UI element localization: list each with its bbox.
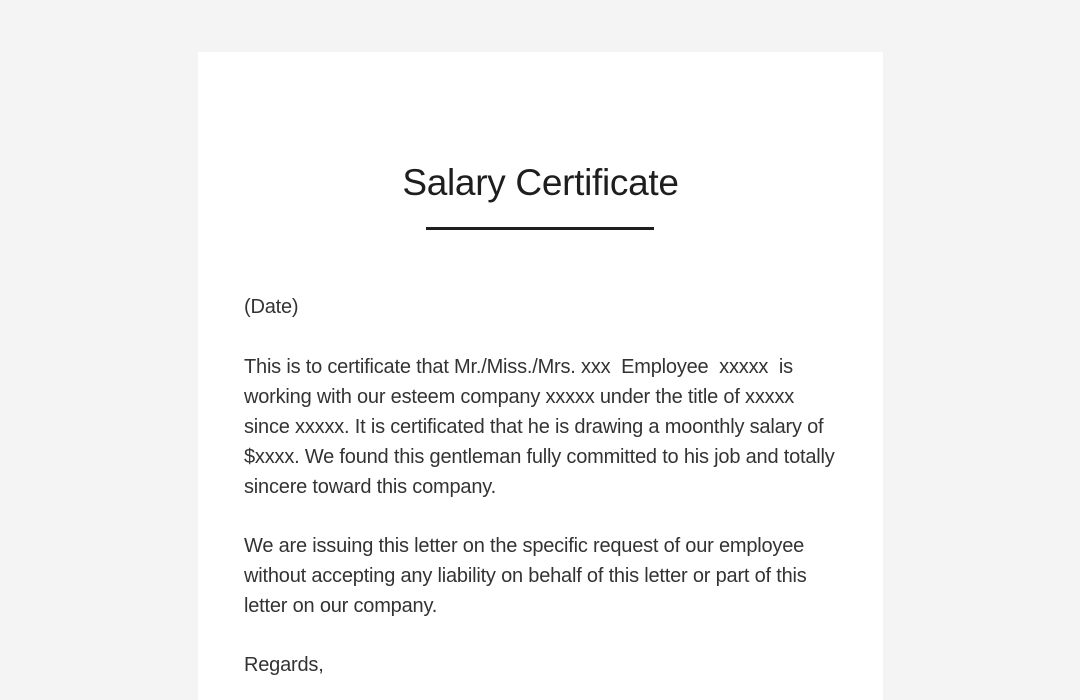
title-underline: [426, 227, 654, 230]
liability-paragraph: We are issuing this letter on the specific request of our employee without accepting any liability on behalf of this letter or part of this letter on our company.: [244, 535, 807, 617]
date-placeholder: (Date): [244, 296, 299, 318]
certificate-paragraph: This is to certificate that Mr./Miss./Mrs. xxx Employee xxxxx is working with our esteem company xxxxx under the title of xxxxx since xxxxx. It is certificated that he is drawing a moonthly salary of $xxxx. We found this gentleman fully committed to his job and totally sincere toward this company.: [244, 356, 840, 498]
document-page: [198, 52, 883, 700]
document-title: Salary Certificate: [402, 162, 679, 203]
closing-salutation: Regards,: [244, 654, 324, 676]
